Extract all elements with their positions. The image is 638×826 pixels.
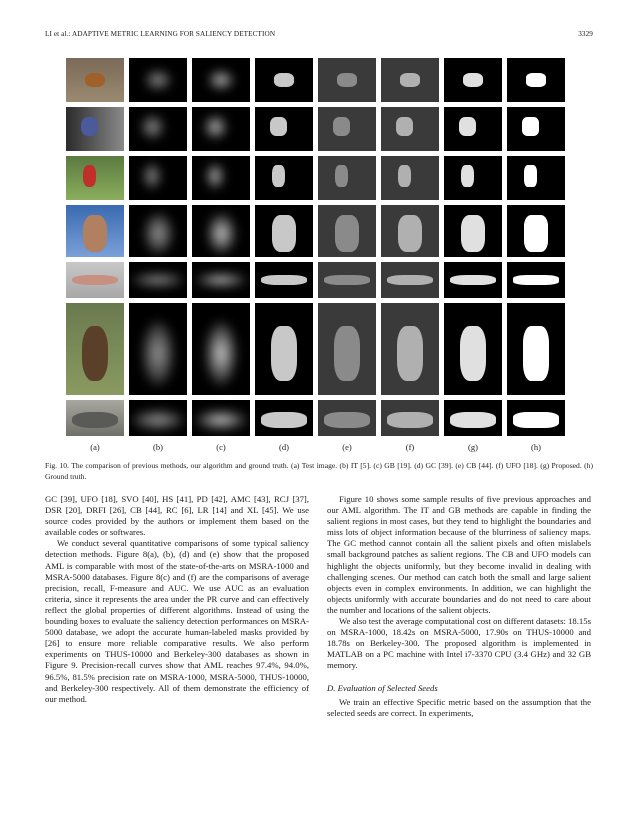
saliency-mask (513, 275, 559, 286)
saliency-blur (141, 115, 164, 139)
saliency-mask (461, 215, 484, 251)
running-header (45, 30, 593, 42)
figure-thumbnail-dog-c (192, 58, 250, 102)
figure-thumbnail-toy-f (381, 107, 439, 151)
saliency-mask (398, 165, 411, 187)
figure-thumbnail-dog-g (444, 58, 502, 102)
figure-thumbnail-cattle-a (66, 262, 124, 298)
figure-thumbnail-child-a (66, 156, 124, 200)
saliency-mask (335, 165, 348, 187)
saliency-mask (524, 215, 547, 251)
test-image-object (83, 215, 106, 251)
figure-thumbnail-dog-b (129, 58, 187, 102)
saliency-mask (335, 215, 358, 251)
figure-thumbnail-elephant-h (507, 400, 565, 436)
figure-thumbnail-toy-e (318, 107, 376, 151)
saliency-mask (398, 215, 421, 251)
panel-label-c: (c) (216, 442, 226, 452)
figure-thumbnail-castle-c (192, 205, 250, 257)
test-image-object (83, 165, 96, 187)
test-image-object (72, 275, 118, 286)
paragraph: We conduct several quantitative comparisons of some typical saliency detection methods. Figure 8(a), (b), (d) and (e) show that the proposed AML is comparable with most of the state-of-the-arts on MSRA-1000 and MSRA-5000 databases. Figure 8(c) and (f) are the comparisons of average precision, recall, F-measure and AUC. We use AUC as an evaluation criteria, since it represents the area under the PR curve and can effectively reflect the global properties of different algorithms. Instead of using the bounding boxes to evaluate the saliency detection performances on MSRA-5000 database, we adopt the accurate human-labeled masks provided by [26] to ensure more reliable comparative results. We also perform experiments on THUS-10000 and Berkeley-300 databases as shown in Figure 9. Precision-recall curves show that AML reaches 97.4%, 94.0%, 96.5%, 81.5% precision rate on MSRA-1000, MSRA-5000, THUS-10000, and Berkeley-300 respectively. All of them demonstrate the efficiency of our method. (45, 538, 309, 704)
paragraph: GC [39], UFO [18], SVO [40], HS [41], PD [42], AMC [43], RCJ [37], DSR [20], DRFI [26], CB [44], RC [6], LR [14] and XL [45]. We use source codes provided by the authors or implement them based on the available codes or softwares. (45, 494, 309, 538)
figure-thumbnail-dog-h (507, 58, 565, 102)
figure-thumbnail-castle-g (444, 205, 502, 257)
test-image-object (81, 117, 98, 136)
figure-thumbnail-toy-h (507, 107, 565, 151)
saliency-mask (450, 412, 496, 429)
figure-thumbnail-elephant-b (129, 400, 187, 436)
panel-label-d: (d) (279, 442, 289, 452)
figure-thumbnail-bear-e (318, 303, 376, 395)
panel-label-h: (h) (531, 442, 541, 452)
saliency-blur (206, 163, 225, 189)
saliency-blur (132, 410, 184, 430)
saliency-mask (337, 73, 358, 88)
figure-thumbnail-dog-a (66, 58, 124, 102)
figure-thumbnail-toy-a (66, 107, 124, 151)
figure-thumbnail-bear-g (444, 303, 502, 395)
saliency-mask (261, 275, 307, 286)
figure-thumbnail-cattle-d (255, 262, 313, 298)
test-image-object (85, 73, 106, 88)
section-heading: D. Evaluation of Selected Seeds (327, 682, 438, 693)
saliency-mask (272, 215, 295, 251)
panel-label-b: (b) (153, 442, 163, 452)
figure-thumbnail-bear-a (66, 303, 124, 395)
saliency-mask (523, 326, 550, 381)
saliency-mask (461, 165, 474, 187)
figure-image-grid (66, 58, 572, 436)
figure-thumbnail-cattle-g (444, 262, 502, 298)
figure-thumbnail-toy-d (255, 107, 313, 151)
header-title: LI et al.: ADAPTIVE METRIC LEARNING FOR SALIENCY DETECTION (45, 30, 276, 38)
figure-thumbnail-elephant-c (192, 400, 250, 436)
panel-label-e: (e) (342, 442, 352, 452)
panel-label-f: (f) (405, 442, 415, 452)
saliency-blur (205, 321, 237, 385)
figure-thumbnail-child-d (255, 156, 313, 200)
figure-thumbnail-elephant-a (66, 400, 124, 436)
saliency-mask (396, 117, 413, 136)
figure-thumbnail-bear-f (381, 303, 439, 395)
figure-thumbnail-bear-d (255, 303, 313, 395)
test-image-object (72, 412, 118, 429)
saliency-blur (142, 321, 174, 385)
figure-thumbnail-child-c (192, 156, 250, 200)
saliency-mask (324, 412, 370, 429)
figure-thumbnail-castle-d (255, 205, 313, 257)
saliency-mask (271, 326, 298, 381)
right-column (327, 494, 591, 719)
paragraph: We also test the average computational cost on different datasets: 18.15s on MSRA-1000, 18.42s on MSRA-5000, 17.90s on THUS-10000 and 18.78s on Berkeley-300. The proposed algorithm is implemented in MATLAB on a PC machine with Intel i7-3370 CPU (3.4 GHz) and 32 GB memory. (327, 616, 591, 671)
figure-thumbnail-toy-c (192, 107, 250, 151)
saliency-mask (387, 412, 433, 429)
figure-thumbnail-cattle-e (318, 262, 376, 298)
figure-thumbnail-dog-f (381, 58, 439, 102)
figure-thumbnail-bear-b (129, 303, 187, 395)
saliency-mask (463, 73, 484, 88)
saliency-mask (450, 275, 496, 286)
figure-thumbnail-child-g (444, 156, 502, 200)
saliency-blur (143, 163, 162, 189)
saliency-mask (270, 117, 287, 136)
figure-thumbnail-castle-e (318, 205, 376, 257)
panel-label-g: (g) (468, 442, 478, 452)
saliency-mask (522, 117, 539, 136)
saliency-mask (334, 326, 361, 381)
saliency-mask (261, 412, 307, 429)
figure-thumbnail-child-e (318, 156, 376, 200)
saliency-mask (460, 326, 487, 381)
figure-thumbnail-castle-h (507, 205, 565, 257)
saliency-mask (400, 73, 421, 88)
saliency-blur (207, 213, 236, 255)
figure-thumbnail-cattle-f (381, 262, 439, 298)
figure-thumbnail-elephant-e (318, 400, 376, 436)
figure-thumbnail-cattle-c (192, 262, 250, 298)
saliency-mask (524, 165, 537, 187)
figure-thumbnail-castle-b (129, 205, 187, 257)
figure-thumbnail-castle-a (66, 205, 124, 257)
saliency-blur (204, 115, 227, 139)
saliency-blur (132, 273, 184, 287)
test-image-object (82, 326, 109, 381)
figure-thumbnail-dog-e (318, 58, 376, 102)
figure-caption: Fig. 10. The comparison of previous methods, our algorithm and ground truth. (a) Test image. (b) IT [5]. (c) GB [19]. (d) GC [39]. (e) CB [44]. (f) UFO [18]. (g) Proposed. (h) Ground truth. (45, 461, 593, 481)
figure-panel-labels (66, 442, 572, 452)
figure-thumbnail-elephant-f (381, 400, 439, 436)
figure-thumbnail-child-f (381, 156, 439, 200)
figure-thumbnail-elephant-g (444, 400, 502, 436)
saliency-blur (144, 213, 173, 255)
paragraph: Figure 10 shows some sample results of five previous approaches and our AML algorithm. The IT and GB methods are capable in finding the salient regions in most cases, but they tend to highlight the boundaries and miss lots of object information because of the blurriness of saliency maps. The GC method cannot contain all the salient pixels and often mislabels small background patches as salient regions. The CB and UFO models can highlight the objects uniformly, but they become invalid in dealing with challenging scenes. Our method can catch both the small and large salient objects even in complex environments. In addition, we can highlight the objects uniformly with accurate boundaries and do not need to care about the number and locations of the salient objects. (327, 494, 591, 615)
figure-thumbnail-elephant-d (255, 400, 313, 436)
page-number: 3329 (578, 30, 593, 38)
figure-10 (66, 58, 572, 452)
figure-thumbnail-bear-h (507, 303, 565, 395)
panel-label-a: (a) (90, 442, 100, 452)
saliency-blur (145, 70, 172, 89)
figure-thumbnail-cattle-b (129, 262, 187, 298)
figure-thumbnail-dog-d (255, 58, 313, 102)
figure-thumbnail-toy-b (129, 107, 187, 151)
saliency-mask (324, 275, 370, 286)
saliency-mask (333, 117, 350, 136)
figure-thumbnail-child-h (507, 156, 565, 200)
figure-thumbnail-child-b (129, 156, 187, 200)
saliency-mask (513, 412, 559, 429)
saliency-blur (195, 273, 247, 287)
left-column (45, 494, 309, 705)
saliency-mask (387, 275, 433, 286)
paragraph: We train an effective Specific metric based on the assumption that the selected seeds are correct. In experiments, (327, 696, 591, 718)
figure-thumbnail-toy-g (444, 107, 502, 151)
saliency-mask (526, 73, 547, 88)
saliency-mask (459, 117, 476, 136)
figure-thumbnail-cattle-h (507, 262, 565, 298)
figure-thumbnail-castle-f (381, 205, 439, 257)
saliency-mask (274, 73, 295, 88)
saliency-mask (397, 326, 424, 381)
saliency-mask (272, 165, 285, 187)
saliency-blur (208, 70, 235, 89)
figure-thumbnail-bear-c (192, 303, 250, 395)
saliency-blur (195, 410, 247, 430)
